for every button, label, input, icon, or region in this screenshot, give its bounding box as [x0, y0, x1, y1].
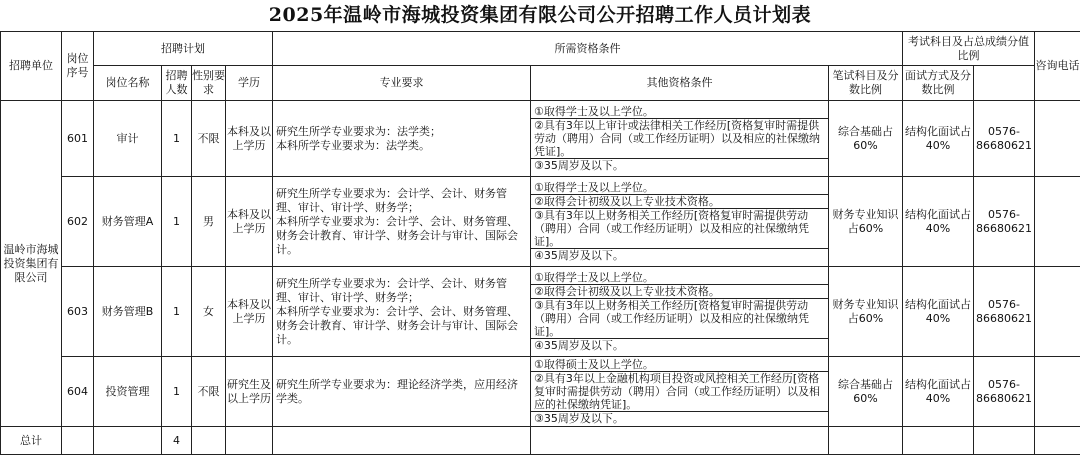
post-no-cell: 604: [62, 357, 94, 427]
table-row: [1, 101, 1080, 177]
education-cell: 研究生及以上学历: [226, 357, 273, 427]
header-post-no: 岗位序号: [62, 32, 94, 101]
empty-cell: [273, 427, 531, 455]
gender-cell: 男: [192, 177, 226, 267]
header-gender: 性别要求: [192, 66, 226, 101]
gender-cell: 女: [192, 267, 226, 357]
page-title: 2025年温岭市海城投资集团有限公司公开招聘工作人员计划表: [268, 4, 812, 26]
empty-cell: [192, 427, 226, 455]
recruitment-plan-table: [0, 31, 1080, 455]
empty-cell: [974, 427, 1035, 455]
table-row: [1, 357, 1080, 427]
post-name-cell: 财务管理A: [94, 177, 162, 267]
interview-cell: 结构化面试占40%: [903, 357, 974, 427]
conditions-cell: [531, 267, 829, 357]
total-label: 总计: [1, 427, 62, 455]
table-row: [1, 267, 1080, 357]
unit-name-cell: 温岭市海城投资集团有限公司: [1, 101, 62, 427]
remark-cell: [1035, 267, 1080, 357]
gender-cell: 不限: [192, 101, 226, 177]
empty-cell: [94, 427, 162, 455]
empty-cell: [1035, 427, 1080, 455]
conditions-cell: [531, 101, 829, 177]
phone-cell: 0576-86680621: [974, 267, 1035, 357]
phone-cell: 0576-86680621: [974, 101, 1035, 177]
header-other: 其他资格条件: [531, 66, 829, 101]
empty-cell: [226, 427, 273, 455]
written-cell: 财务专业知识占60%: [829, 177, 903, 267]
phone-cell: 0576-86680621: [974, 177, 1035, 267]
empty-cell: [531, 427, 829, 455]
condition-item: ④35周岁及以下。: [534, 249, 624, 262]
condition-item: ③35周岁及以下。: [534, 159, 624, 172]
condition-item: ②取得会计初级及以上专业技术资格。: [531, 285, 828, 299]
empty-cell: [62, 427, 94, 455]
written-cell: 财务专业知识占60%: [829, 267, 903, 357]
post-name-cell: 财务管理B: [94, 267, 162, 357]
post-name-cell: 投资管理: [94, 357, 162, 427]
post-no-cell: 603: [62, 267, 94, 357]
header-major: 专业要求: [273, 66, 531, 101]
header-interview: 面试方式及分数比例: [903, 66, 974, 101]
condition-item: ①取得学士及以上学位。: [531, 271, 828, 285]
header-education: 学历: [226, 66, 273, 101]
post-no-cell: 601: [62, 101, 94, 177]
post-no-cell: 602: [62, 177, 94, 267]
condition-item: ②具有3年以上审计或法律相关工作经历[资格复审时需提供劳动（聘用）合同（或工作经历证明）以及相应的社保缴纳凭证]。: [531, 119, 828, 159]
condition-item: ①取得学士及以上学位。: [531, 105, 828, 119]
header-written: 笔试科目及分数比例: [829, 66, 903, 101]
header-exam: 考试科目及占总成绩分值比例: [903, 32, 1035, 66]
major-cell: 研究生所学专业要求为：法学类； 本科所学专业要求为：法学类。: [273, 101, 531, 177]
condition-item: ③具有3年以上财务相关工作经历[资格复审时需提供劳动（聘用）合同（或工作经历证明）以及相应的社保缴纳凭证]。: [531, 299, 828, 339]
count-cell: 1: [162, 357, 192, 427]
empty-cell: [903, 427, 974, 455]
major-cell: 研究生所学专业要求为：会计学、会计、财务管理、审计、审计学、财务学； 本科所学专业要求为：会计学、会计、财务管理、财务会计教育、审计学、财务会计与审计、国际会计。: [273, 267, 531, 357]
condition-item: ③35周岁及以下。: [534, 412, 624, 425]
remark-cell: [1035, 101, 1080, 177]
empty-cell: [829, 427, 903, 455]
interview-cell: 结构化面试占40%: [903, 177, 974, 267]
written-cell: 综合基础占60%: [829, 357, 903, 427]
gender-cell: 不限: [192, 357, 226, 427]
header-qualifications: 所需资格条件: [273, 32, 903, 66]
conditions-list: [531, 271, 828, 352]
major-cell: 研究生所学专业要求为：会计学、会计、财务管理、审计、审计学、财务学； 本科所学专业要求为：会计学、会计、财务管理、财务会计教育、审计学、财务会计与审计、国际会计。: [273, 177, 531, 267]
phone-cell: 0576-86680621: [974, 357, 1035, 427]
conditions-list: [531, 181, 828, 262]
conditions-list: [531, 358, 828, 425]
education-cell: 本科及以上学历: [226, 177, 273, 267]
remark-cell: [1035, 357, 1080, 427]
condition-item: ①取得硕士及以上学位。: [531, 358, 828, 372]
header-unit: 招聘单位: [1, 32, 62, 101]
condition-item: ②取得会计初级及以上专业技术资格。: [531, 195, 828, 209]
count-cell: 1: [162, 267, 192, 357]
post-name-cell: 审计: [94, 101, 162, 177]
interview-cell: 结构化面试占40%: [903, 101, 974, 177]
education-cell: 本科及以上学历: [226, 101, 273, 177]
interview-cell: 结构化面试占40%: [903, 267, 974, 357]
header-phone: 咨询电话: [1035, 32, 1080, 101]
condition-item: ③具有3年以上财务相关工作经历[资格复审时需提供劳动（聘用）合同（或工作经历证明）以及相应的社保缴纳凭证]。: [531, 209, 828, 249]
total-count: 4: [162, 427, 192, 455]
condition-item: ②具有3年以上金融机构项目投资或风控相关工作经历[资格复审时需提供劳动（聘用）合同（或工作经历证明）以及相应的社保缴纳凭证]。: [531, 372, 828, 412]
conditions-cell: [531, 357, 829, 427]
count-cell: 1: [162, 177, 192, 267]
condition-item: ①取得学士及以上学位。: [531, 181, 828, 195]
header-count: 招聘人数: [162, 66, 192, 101]
written-cell: 综合基础占60%: [829, 101, 903, 177]
conditions-list: [531, 105, 828, 172]
header-plan: 招聘计划: [94, 32, 273, 66]
count-cell: 1: [162, 101, 192, 177]
conditions-cell: [531, 177, 829, 267]
condition-item: ④35周岁及以下。: [534, 339, 624, 352]
major-cell: 研究生所学专业要求为：理论经济学类，应用经济学类。: [273, 357, 531, 427]
table-row: [1, 177, 1080, 267]
remark-cell: [1035, 177, 1080, 267]
header-post-name: 岗位名称: [94, 66, 162, 101]
education-cell: 本科及以上学历: [226, 267, 273, 357]
total-row: [1, 427, 1080, 455]
